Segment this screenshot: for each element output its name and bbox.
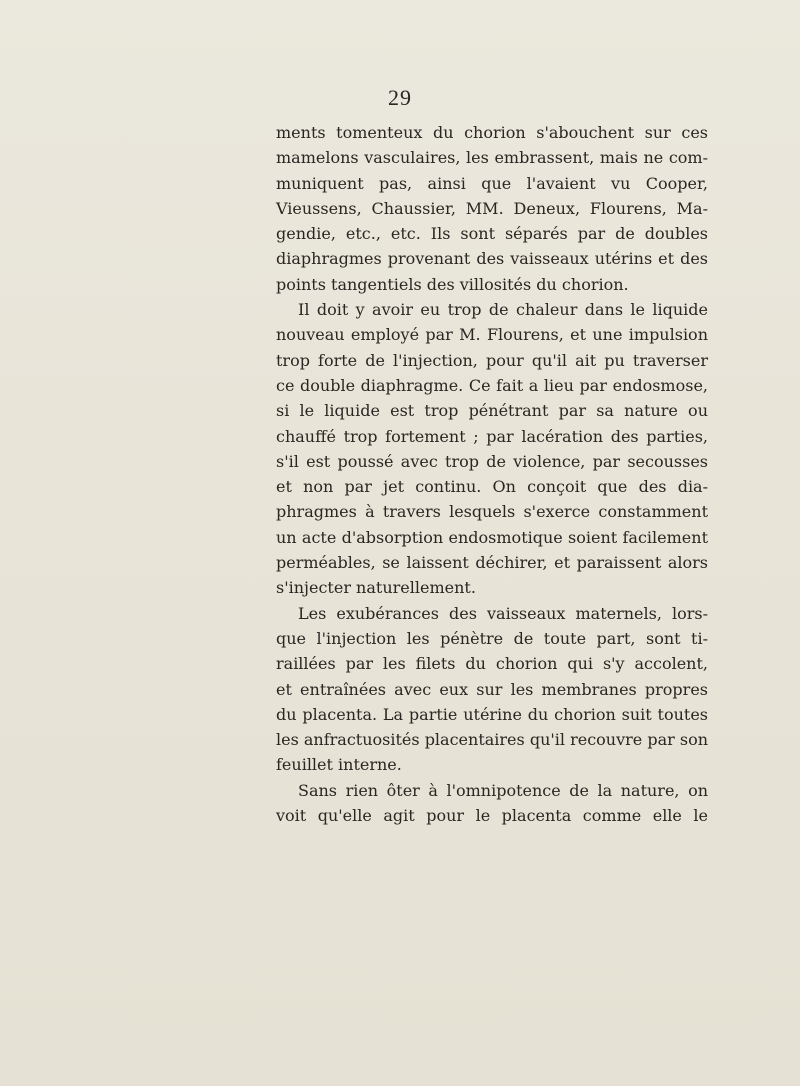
paragraph-start: Il doit y avoir eu trop de chaleur dans le liquide — [298, 300, 708, 320]
paragraph-start: Sans rien ôter à l'omnipotence de la nature, on — [298, 780, 708, 800]
text-line: et non par jet continu. On conçoit que des dia- — [276, 477, 708, 497]
page-number: 29 — [388, 85, 412, 110]
text-line: trop forte de l'injection, pour qu'il ait pu traverser — [276, 350, 708, 370]
text-line: perméables, se laissent déchirer, et paraissent alors — [276, 553, 708, 573]
paragraph-start: Les exubérances des vaisseaux maternels, lors- — [298, 603, 708, 623]
text-line: du placenta. La partie utérine du chorion suit toutes — [276, 704, 708, 724]
text-line: et entraînées avec eux sur les membranes propres — [276, 679, 708, 699]
text-line: mamelons vasculaires, les embrassent, mais ne com- — [276, 148, 708, 168]
text-line: si le liquide est trop pénétrant par sa nature ou — [276, 401, 708, 421]
text-line: ments tomenteux du chorion s'abouchent sur ces — [276, 123, 708, 142]
text-line: Vieussens, Chaussier, MM. Deneux, Flourens, Ma- — [276, 198, 708, 218]
text-line: ce double diaphragme. Ce fait a lieu par endosmose, — [276, 375, 708, 395]
text-line: que l'injection les pénètre de toute part, sont ti- — [276, 628, 708, 648]
text-line: un acte d'absorption endosmotique soient facilement — [276, 527, 708, 547]
text-line: phragmes à travers lesquels s'exerce constamment — [276, 502, 708, 522]
text-line: s'injecter naturellement. — [276, 578, 476, 598]
text-line: points tangentiels des villosités du chorion. — [276, 274, 629, 294]
text-line: feuillet interne. — [276, 755, 402, 775]
text-line: s'il est poussé avec trop de violence, par secousses — [276, 451, 708, 471]
text-line: nouveau employé par M. Flourens, et une impulsion — [276, 325, 708, 345]
body-text — [276, 120, 708, 828]
text-line: gendie, etc., etc. Ils sont séparés par de doubles — [276, 224, 708, 244]
text-line: les anfractuosités placentaires qu'il recouvre par son — [276, 730, 709, 750]
text-line: muniquent pas, ainsi que l'avaient vu Cooper, — [276, 173, 708, 193]
text-line: raillées par les filets du chorion qui s'y accolent, — [276, 654, 708, 674]
text-line: chauffé trop fortement ; par lacération des parties, — [276, 426, 708, 446]
text-line: voit qu'elle agit pour le placenta comme elle le — [276, 806, 708, 826]
text-line: diaphragmes provenant des vaisseaux utérins et des — [276, 249, 708, 269]
